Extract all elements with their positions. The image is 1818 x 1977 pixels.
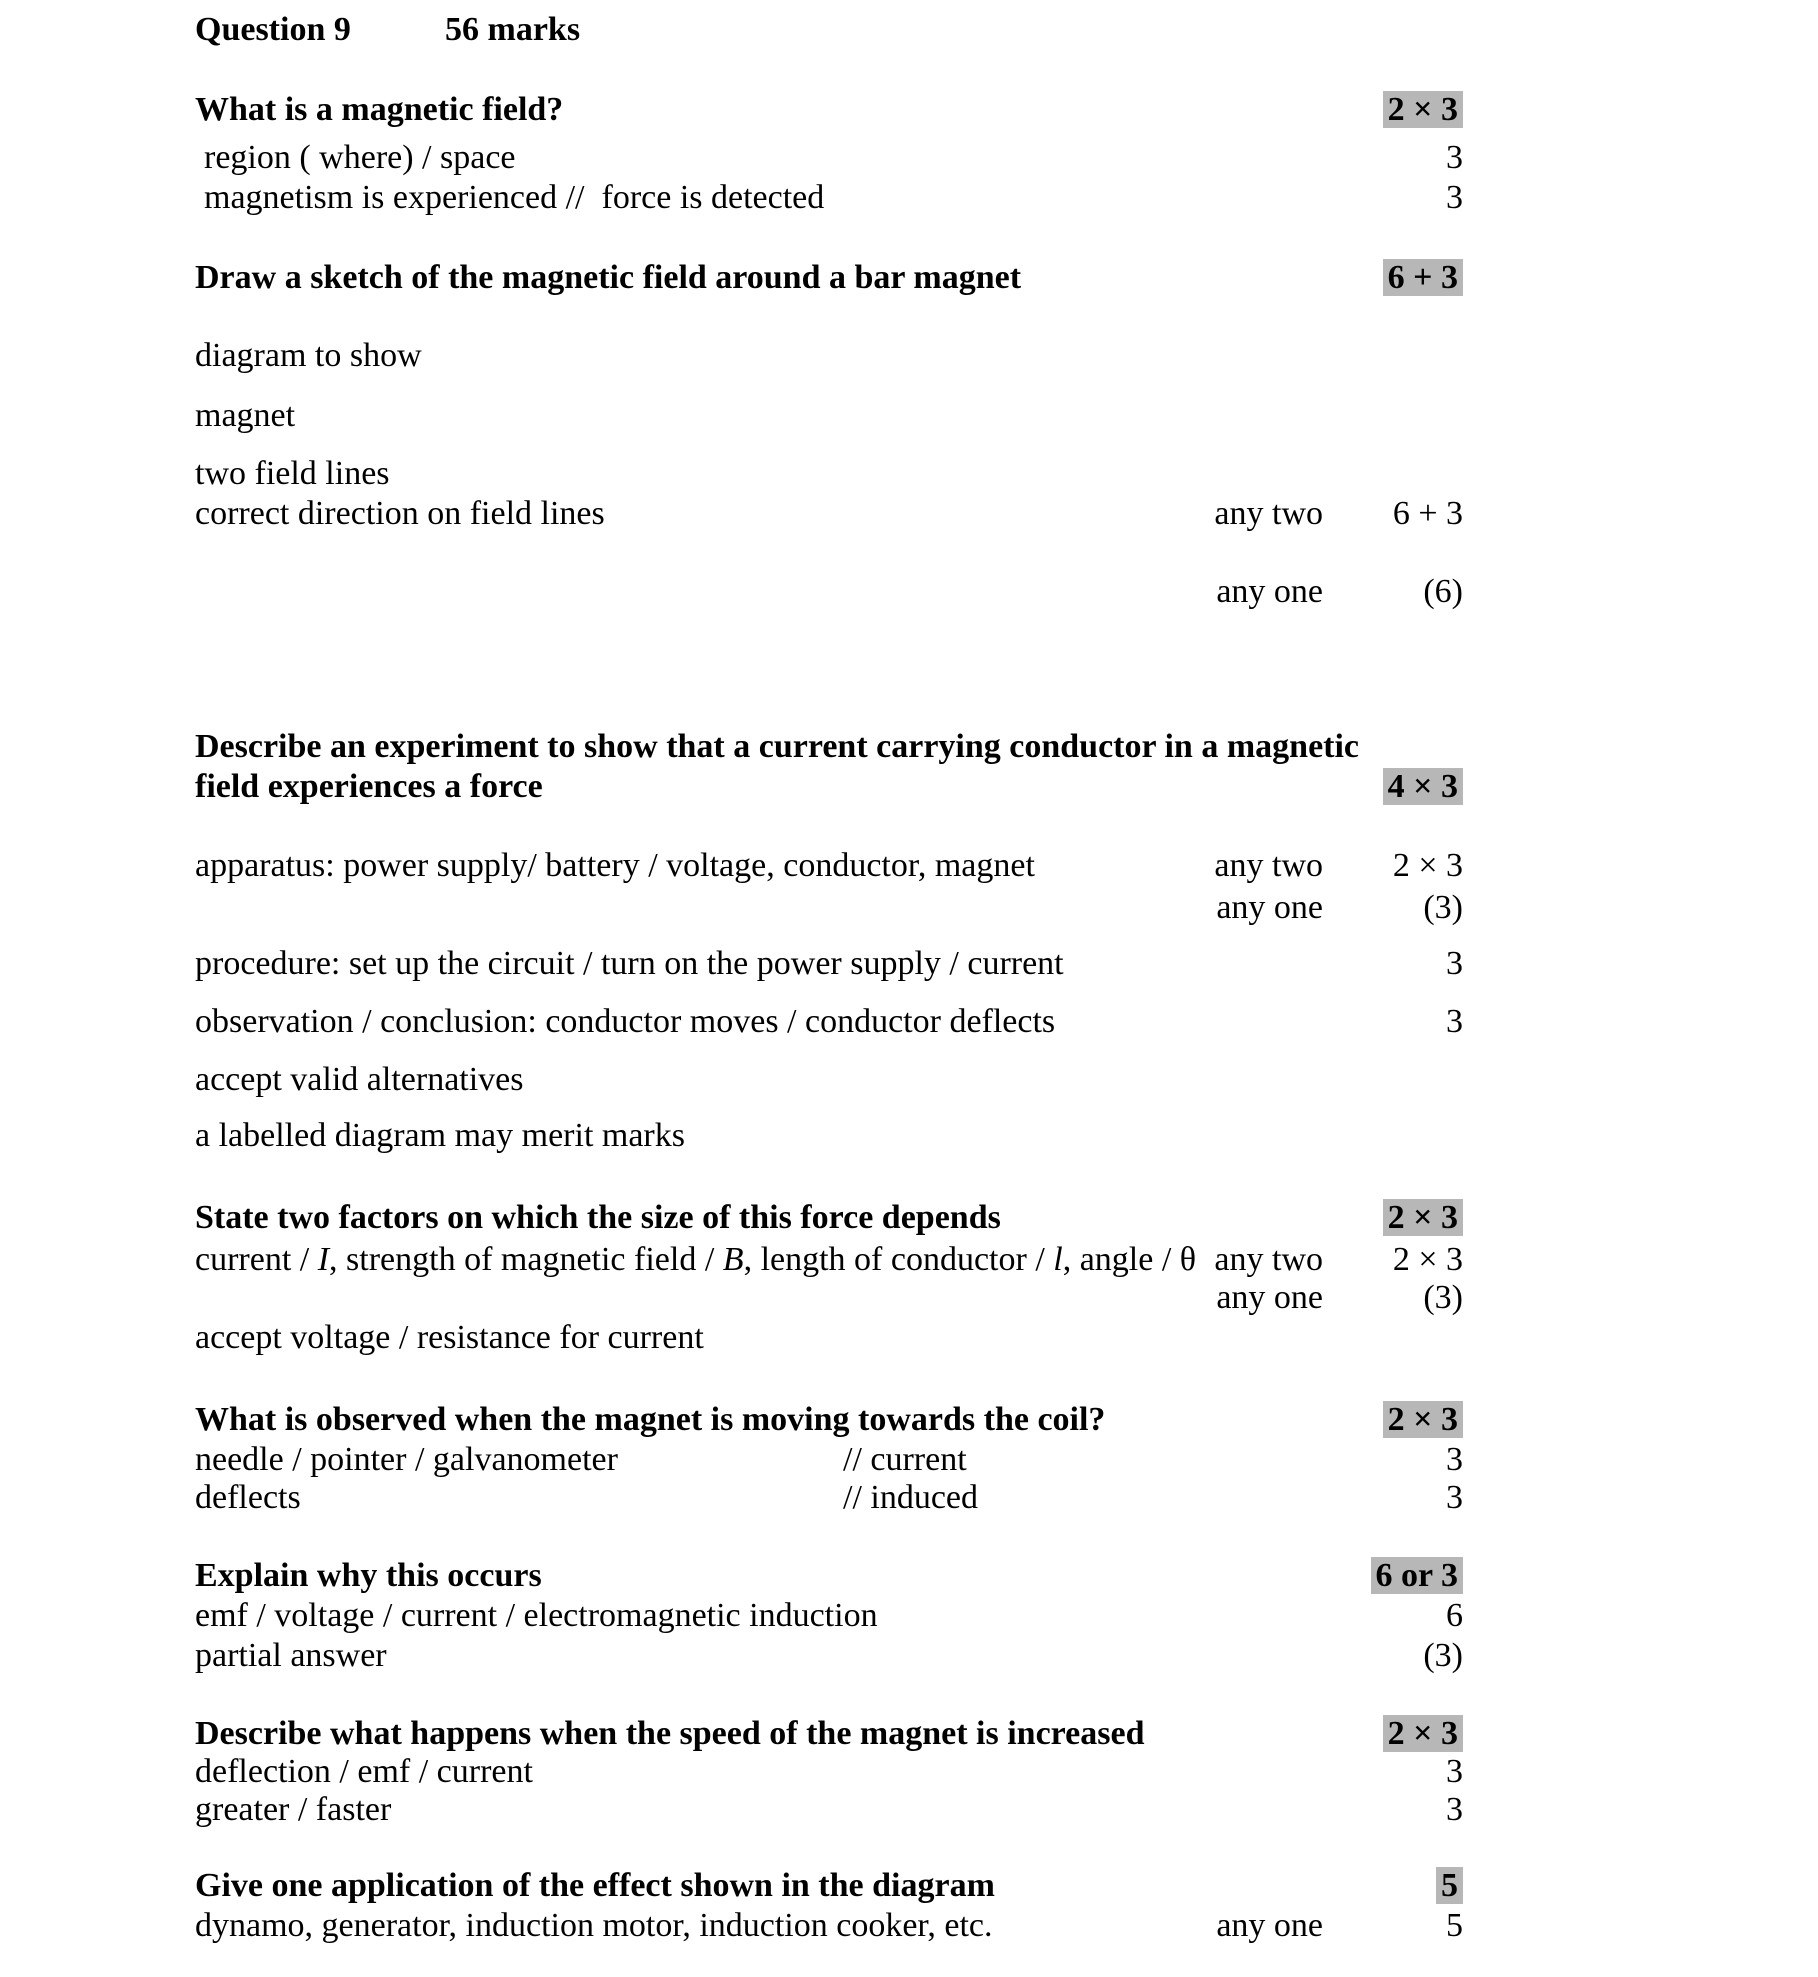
q2-answer-row — [0, 454, 1818, 494]
q8-answer-row — [0, 1906, 1818, 1946]
question-heading: Draw a sketch of the magnetic field around a bar magnet — [195, 259, 1022, 296]
answer-line: apparatus: power supply/ battery / voltage, conductor, magnet — [195, 847, 1035, 884]
q3-answer-row — [0, 944, 1818, 984]
highlighted-mark: 5 — [1436, 1867, 1463, 1904]
q5-answer-row — [0, 1440, 1818, 1480]
question-heading: Describe an experiment to show that a current carrying conductor in a magnetic — [195, 728, 1360, 765]
answer-alt: // induced — [843, 1479, 979, 1516]
q2-answer-row — [0, 572, 1818, 612]
q2-answer-row — [0, 494, 1818, 534]
q1-answer-row — [0, 138, 1818, 178]
q2-heading-row — [0, 258, 1818, 298]
qualifier-label: any two — [1214, 495, 1323, 532]
answer-line: deflects — [195, 1479, 301, 1516]
question-heading: What is a magnetic field? — [195, 91, 564, 128]
highlighted-mark: 2 × 3 — [1383, 1199, 1463, 1236]
mark-value: 3 — [1446, 1791, 1463, 1828]
q7-answer-row — [0, 1752, 1818, 1792]
answer-text: , angle / θ — [1062, 1241, 1197, 1278]
question-heading: Describe what happens when the speed of the magnet is increased — [195, 1715, 1145, 1752]
q3-note-row — [0, 1060, 1818, 1100]
q3-answer-row — [0, 846, 1818, 886]
marker-note: a labelled diagram may merit marks — [195, 1117, 685, 1154]
qualifier-label: any two — [1214, 847, 1323, 884]
question-heading: Explain why this occurs — [195, 1557, 542, 1594]
q7-heading-row — [0, 1714, 1818, 1754]
marker-note: accept voltage / resistance for current — [195, 1319, 704, 1356]
highlighted-mark: 2 × 3 — [1383, 1401, 1463, 1438]
answer-line: diagram to show — [195, 337, 422, 374]
answer-text: current / — [195, 1241, 318, 1278]
answer-text: , strength of magnetic field / — [329, 1241, 723, 1278]
question-heading: field experiences a force — [195, 768, 543, 805]
mark-value: 5 — [1446, 1907, 1463, 1944]
mark-value: 2 × 3 — [1392, 1241, 1463, 1278]
q8-heading-row — [0, 1866, 1818, 1906]
answer-alt: // current — [843, 1441, 967, 1478]
qualifier-label: any one — [1216, 573, 1323, 610]
answer-line: needle / pointer / galvanometer — [195, 1441, 618, 1478]
q4-note-row — [0, 1318, 1818, 1358]
symbol-field: B — [722, 1241, 744, 1278]
symbol-current: I — [317, 1241, 330, 1278]
page-header — [0, 10, 1818, 50]
q3-answer-row — [0, 1002, 1818, 1042]
mark-value: (6) — [1423, 573, 1463, 610]
answer-line: observation / conclusion: conductor moves / conductor deflects — [195, 1003, 1056, 1040]
question-number: Question 9 — [195, 11, 351, 48]
q4-heading-row — [0, 1198, 1818, 1238]
mark-value: 6 + 3 — [1392, 495, 1463, 532]
highlighted-mark: 6 + 3 — [1383, 259, 1463, 296]
q6-answer-row — [0, 1596, 1818, 1636]
answer-line: two field lines — [195, 455, 390, 492]
question-heading: Give one application of the effect shown in the diagram — [195, 1867, 995, 1904]
mark-value: 6 — [1446, 1597, 1463, 1634]
q2-answer-row — [0, 396, 1818, 436]
mark-value: (3) — [1423, 1279, 1463, 1316]
q2-answer-row — [0, 336, 1818, 376]
q5-answer-row — [0, 1478, 1818, 1518]
mark-value: 3 — [1446, 179, 1463, 216]
mark-value: 3 — [1446, 139, 1463, 176]
answer-line: correct direction on field lines — [195, 495, 605, 532]
mark-value: 3 — [1446, 1753, 1463, 1790]
symbol-length: l — [1053, 1241, 1063, 1278]
q3-heading-row — [0, 727, 1818, 767]
mark-value: (3) — [1423, 1637, 1463, 1674]
answer-line: region ( where) / space — [204, 139, 516, 176]
q6-answer-row — [0, 1636, 1818, 1676]
qualifier-label: any one — [1216, 1907, 1323, 1944]
highlighted-mark: 2 × 3 — [1383, 91, 1463, 128]
qualifier-label: any one — [1216, 1279, 1323, 1316]
answer-line: partial answer — [195, 1637, 387, 1674]
answer-line: emf / voltage / current / electromagnetic induction — [195, 1597, 878, 1634]
q5-heading-row — [0, 1400, 1818, 1440]
mark-value: 2 × 3 — [1392, 847, 1463, 884]
answer-line: magnetism is experienced // force is detected — [204, 179, 825, 216]
answer-line: greater / faster — [195, 1791, 392, 1828]
q4-answer-row — [0, 1240, 1818, 1280]
mark-value: 3 — [1446, 1441, 1463, 1478]
q4-answer-row — [0, 1278, 1818, 1318]
q3-heading-row — [0, 767, 1818, 807]
answer-line: dynamo, generator, induction motor, induction cooker, etc. — [195, 1907, 993, 1944]
question-heading: What is observed when the magnet is moving towards the coil? — [195, 1401, 1106, 1438]
mark-value: 3 — [1446, 945, 1463, 982]
highlighted-mark: 2 × 3 — [1383, 1715, 1463, 1752]
total-marks: 56 marks — [445, 11, 581, 48]
answer-line: deflection / emf / current — [195, 1753, 533, 1790]
answer-line — [195, 1240, 1214, 1280]
q3-note-row — [0, 1116, 1818, 1156]
qualifier-label: any one — [1216, 889, 1323, 926]
highlighted-mark: 6 or 3 — [1371, 1557, 1463, 1594]
answer-line: magnet — [195, 397, 296, 434]
q3-answer-row — [0, 888, 1818, 928]
q7-answer-row — [0, 1790, 1818, 1830]
answer-line: procedure: set up the circuit / turn on the power supply / current — [195, 945, 1064, 982]
question-heading: State two factors on which the size of this force depends — [195, 1199, 1001, 1236]
mark-value: 3 — [1446, 1003, 1463, 1040]
highlighted-mark: 4 × 3 — [1383, 768, 1463, 805]
q1-answer-row — [0, 178, 1818, 218]
mark-value: 3 — [1446, 1479, 1463, 1516]
mark-value: (3) — [1423, 889, 1463, 926]
q6-heading-row — [0, 1556, 1818, 1596]
marker-note: accept valid alternatives — [195, 1061, 524, 1098]
q1-heading-row — [0, 90, 1818, 130]
qualifier-label: any two — [1214, 1241, 1323, 1278]
answer-text: , length of conductor / — [743, 1241, 1054, 1278]
